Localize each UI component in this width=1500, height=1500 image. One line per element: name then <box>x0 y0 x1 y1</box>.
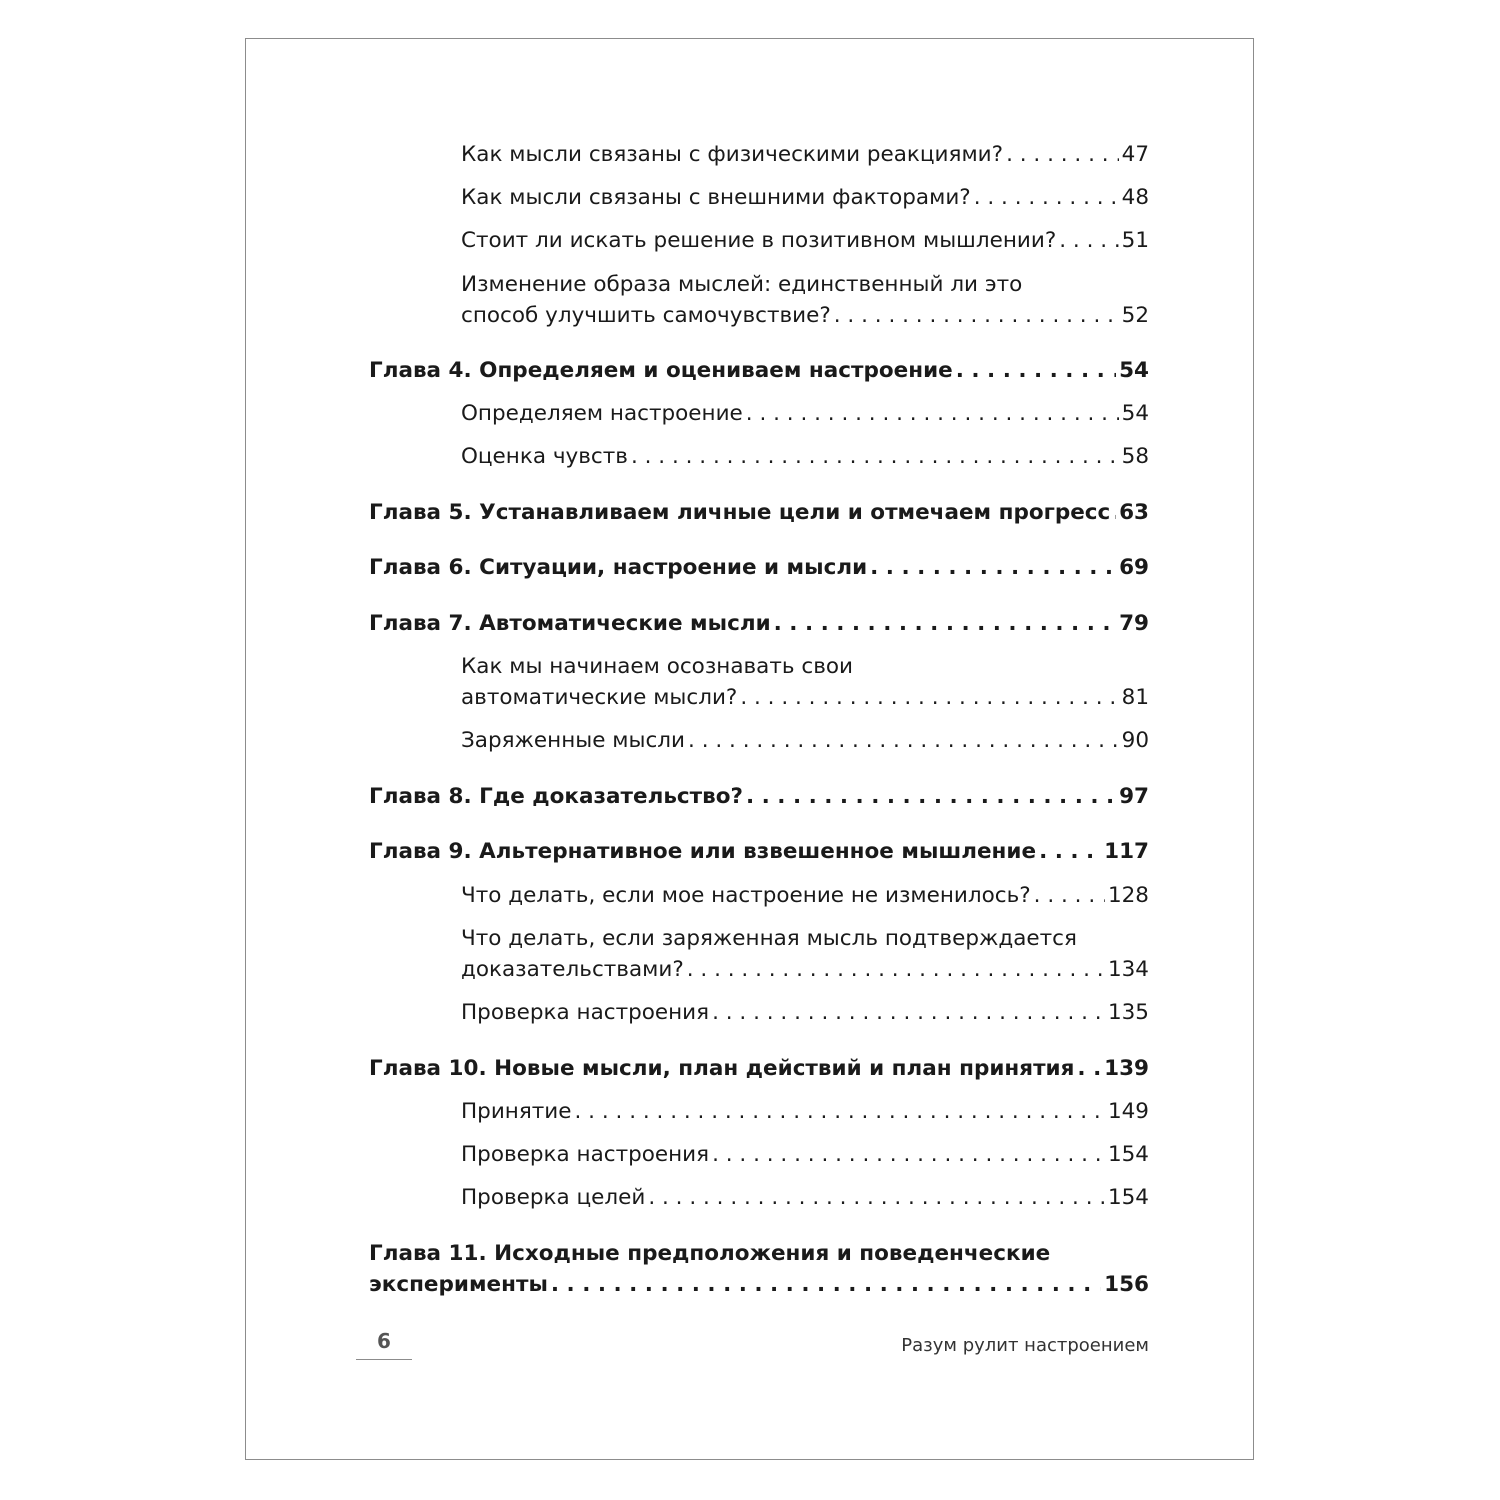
toc-entry-title: Проверка целей <box>461 1185 646 1210</box>
running-title: Разум рулит настроением <box>901 1335 1149 1356</box>
dot-leader <box>956 356 1116 386</box>
dot-leader <box>712 998 1105 1028</box>
dot-leader <box>870 553 1116 583</box>
toc-entry-title: Проверка настроения <box>461 1000 710 1025</box>
toc-entry-title: Определяем настроение <box>461 401 743 426</box>
toc-page-number: 63 <box>1119 500 1149 525</box>
toc-entry-title: Глава 5. Устанавливаем личные цели и отмечаем прогресс <box>369 500 1111 525</box>
toc-line <box>461 270 1149 300</box>
toc-entry-title: Как мысли связаны с внешними факторами? <box>461 185 971 210</box>
dot-leader <box>746 782 1116 812</box>
toc-line <box>461 924 1149 954</box>
toc-entry-title: Глава 8. Где доказательство? <box>369 784 743 809</box>
dot-leader <box>1113 498 1116 528</box>
toc-entry-title: Глава 11. Исходные предположения и поведенческие <box>369 1241 1051 1266</box>
dot-leader <box>688 726 1119 756</box>
toc-entry-title: способ улучшить самочувствие? <box>461 303 831 328</box>
toc-page-number: 52 <box>1121 303 1149 328</box>
toc-line <box>369 609 1149 639</box>
toc-line <box>461 955 1149 985</box>
toc-line <box>461 301 1149 331</box>
toc-line <box>461 399 1149 429</box>
toc-entry-title: Глава 7. Автоматические мысли <box>369 611 771 636</box>
toc-page-number: 154 <box>1107 1185 1149 1210</box>
toc-page-number: 79 <box>1119 611 1149 636</box>
dot-leader <box>712 1140 1105 1170</box>
toc-line <box>461 140 1149 170</box>
toc-line <box>461 1183 1149 1213</box>
toc-entry-title: Проверка настроения <box>461 1142 710 1167</box>
dot-leader <box>551 1270 1101 1300</box>
toc-entry-title: Что делать, если заряженная мысль подтверждается <box>461 926 1077 951</box>
toc-line <box>461 998 1149 1028</box>
toc-entry-title: Оценка чувств <box>461 444 628 469</box>
dot-leader <box>1034 881 1105 911</box>
toc-line <box>369 1270 1149 1300</box>
toc-entry-title: Глава 6. Ситуации, настроение и мысли <box>369 555 868 580</box>
toc-entry-title: Как мы начинаем осознавать свои <box>461 654 853 679</box>
toc-page-number: 90 <box>1121 728 1149 753</box>
toc-line <box>369 782 1149 812</box>
toc-line <box>369 356 1149 386</box>
dot-leader <box>746 399 1119 429</box>
page-number: 6 <box>356 1329 412 1360</box>
toc-entry-title: эксперименты <box>369 1272 548 1297</box>
dot-leader <box>1039 837 1101 867</box>
dot-leader <box>687 955 1105 985</box>
book-page <box>245 38 1254 1460</box>
dot-leader <box>974 183 1119 213</box>
toc-entry-title: доказательствами? <box>461 957 684 982</box>
toc-page-number: 117 <box>1104 839 1149 864</box>
toc-entry-title: Принятие <box>461 1099 572 1124</box>
toc-entry-title: Изменение образа мыслей: единственный ли это <box>461 272 1023 297</box>
toc-line <box>461 183 1149 213</box>
toc-page-number: 139 <box>1104 1056 1149 1081</box>
dot-leader <box>648 1183 1105 1213</box>
toc-entry-title: Глава 9. Альтернативное или взвешенное мышление <box>369 839 1037 864</box>
toc-entry-title: Заряженные мысли <box>461 728 686 753</box>
toc-line <box>369 1239 1149 1269</box>
toc-page-number: 48 <box>1121 185 1149 210</box>
dot-leader <box>631 442 1119 472</box>
toc-line <box>461 1140 1149 1170</box>
toc-line <box>369 498 1149 528</box>
table-of-contents <box>246 39 1253 1459</box>
toc-line <box>461 1097 1149 1127</box>
toc-page-number: 134 <box>1107 957 1149 982</box>
toc-page-number: 135 <box>1107 1000 1149 1025</box>
toc-entry-title: Как мысли связаны с физическими реакциями? <box>461 142 1004 167</box>
toc-page-number: 51 <box>1121 228 1149 253</box>
toc-page-number: 156 <box>1104 1272 1149 1297</box>
toc-line <box>461 683 1149 713</box>
toc-page-number: 58 <box>1121 444 1149 469</box>
toc-entry-title: Что делать, если мое настроение не изменилось? <box>461 883 1031 908</box>
toc-page-number: 149 <box>1107 1099 1149 1124</box>
toc-page-number: 81 <box>1121 685 1149 710</box>
toc-line <box>369 1054 1149 1084</box>
dot-leader <box>575 1097 1105 1127</box>
toc-page-number: 69 <box>1119 555 1149 580</box>
dot-leader <box>834 301 1119 331</box>
toc-entry-title: автоматические мысли? <box>461 685 738 710</box>
toc-page-number: 54 <box>1119 358 1149 383</box>
toc-line <box>461 226 1149 256</box>
toc-line <box>461 442 1149 472</box>
toc-entry-title: Глава 10. Новые мысли, план действий и план принятия <box>369 1056 1075 1081</box>
toc-page-number: 54 <box>1121 401 1149 426</box>
toc-page-number: 97 <box>1119 784 1149 809</box>
toc-line <box>461 881 1149 911</box>
dot-leader <box>1059 226 1118 256</box>
toc-line <box>461 652 1149 682</box>
dot-leader <box>774 609 1116 639</box>
toc-line <box>461 726 1149 756</box>
dot-leader <box>1077 1054 1101 1084</box>
toc-entry-title: Стоит ли искать решение в позитивном мышлении? <box>461 228 1057 253</box>
dot-leader <box>740 683 1118 713</box>
dot-leader <box>1006 140 1119 170</box>
toc-entry-title: Глава 4. Определяем и оцениваем настроение <box>369 358 953 383</box>
toc-line <box>369 553 1149 583</box>
toc-page-number: 47 <box>1121 142 1149 167</box>
toc-line <box>369 837 1149 867</box>
toc-page-number: 154 <box>1107 1142 1149 1167</box>
toc-page-number: 128 <box>1107 883 1149 908</box>
